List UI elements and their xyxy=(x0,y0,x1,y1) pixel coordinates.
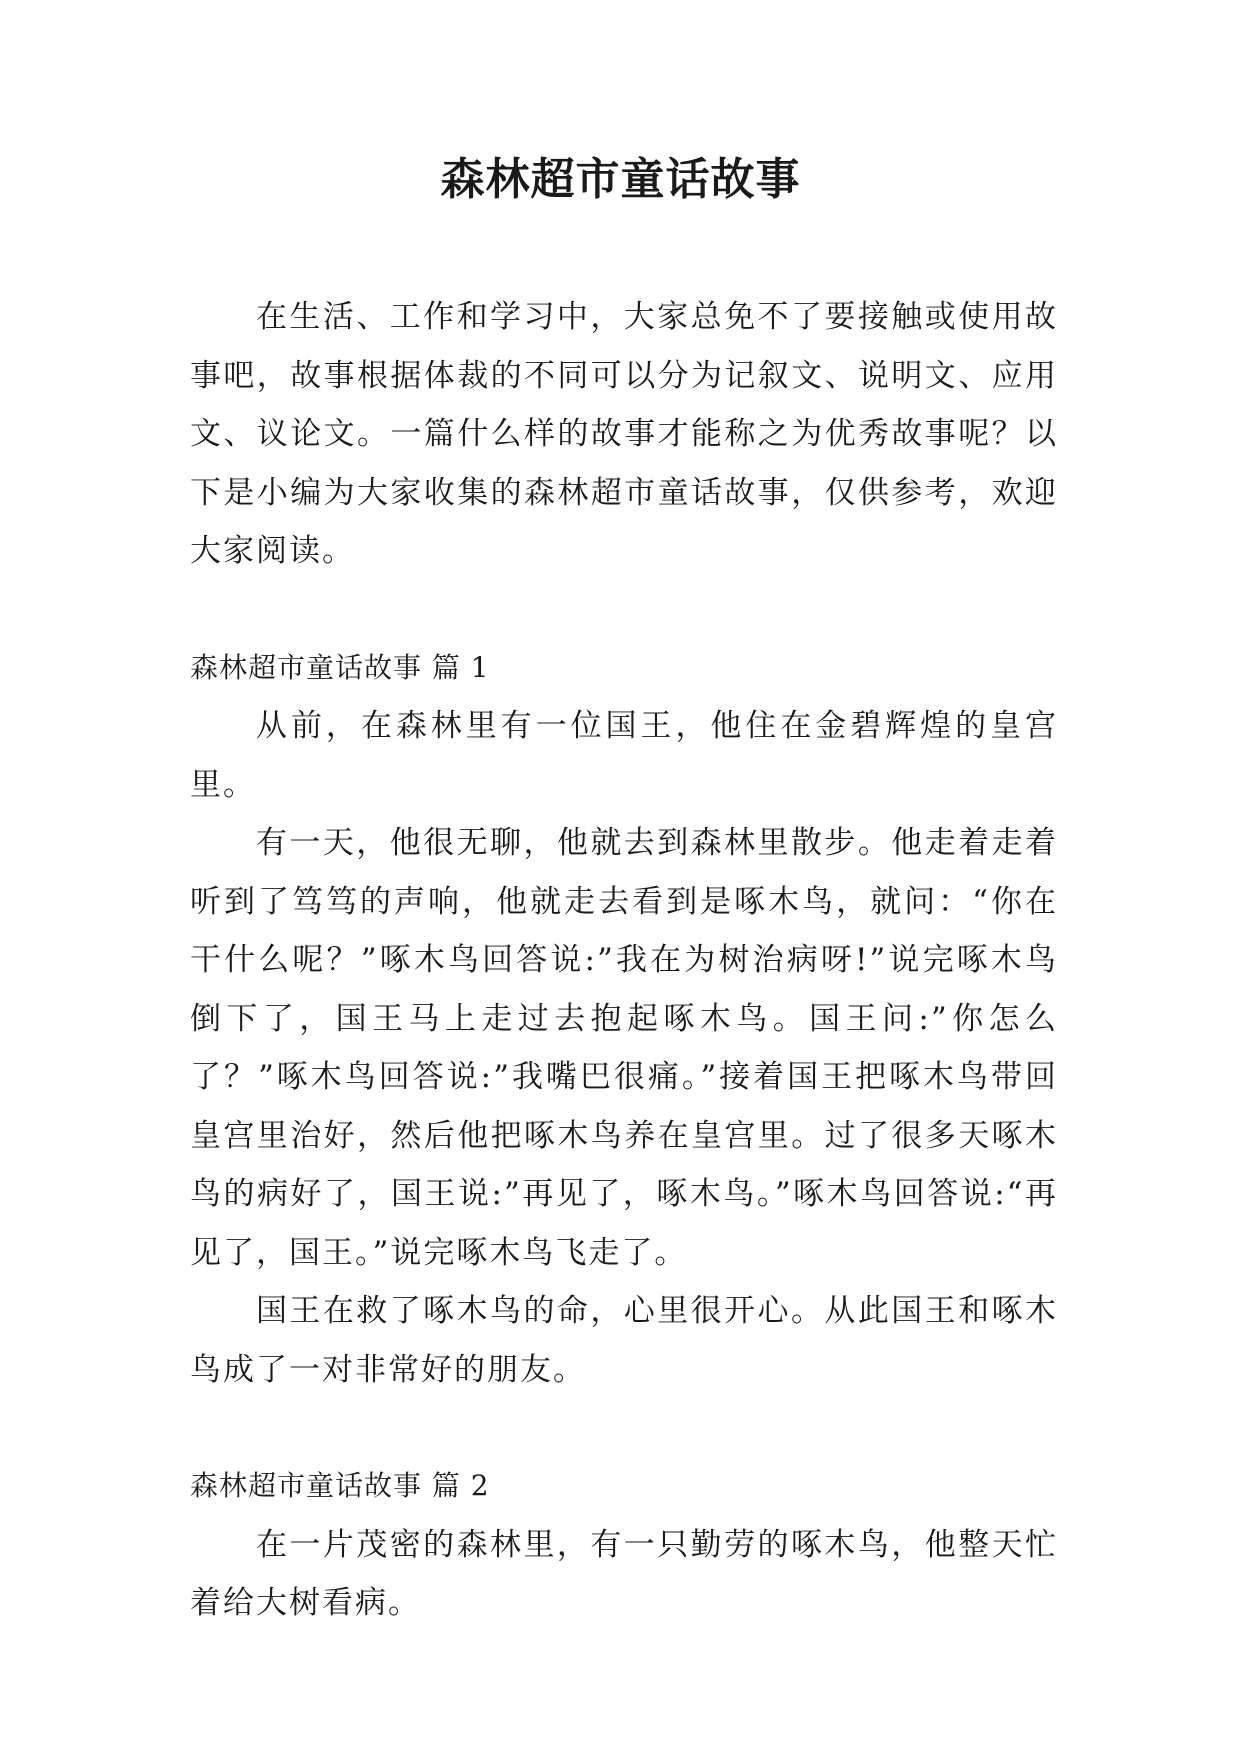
body-paragraph: 国王在救了啄木鸟的命，心里很开心。从此国王和啄木鸟成了一对非常好的朋友。 xyxy=(190,1293,1058,1388)
section-2 xyxy=(190,1457,1058,1633)
body-paragraph: 在一片茂密的森林里，有一只勤劳的啄木鸟，他整天忙着给大树看病。 xyxy=(190,1526,1058,1621)
body-paragraph: 从前，在森林里有一位国王，他住在金碧辉煌的皇宫里。 xyxy=(190,708,1058,803)
intro-paragraph: 在生活、工作和学习中，大家总免不了要接触或使用故事吧，故事根据体裁的不同可以分为记叙文、说明文、应用文、议论文。一篇什么样的故事才能称之为优秀故事呢？以下是小编为大家收集的森林超市童话故事，仅供参考，欢迎大家阅读。 xyxy=(190,299,1058,569)
document-body xyxy=(190,288,1058,1633)
body-paragraph: 有一天，他很无聊，他就去到森林里散步。他走着走着听到了笃笃的声响，他就走去看到是啄木鸟，就问：“你在干什么呢？”啄木鸟回答说:”我在为树治病呀!”说完啄木鸟倒下了，国王马上走过去抱起啄木鸟。国王问:”你怎么了？”啄木鸟回答说:”我嘴巴很痛。”接着国王把啄木鸟带回皇宫里治好，然后他把啄木鸟养在皇宫里。过了很多天啄木鸟的病好了，国王说:”再见了，啄木鸟。”啄木鸟回答说:“再见了，国王。”说完啄木鸟飞走了。 xyxy=(190,825,1058,1271)
document-title: 森林超市童话故事 xyxy=(440,154,801,205)
section-heading: 森林超市童话故事 篇 2 xyxy=(190,1469,490,1502)
section-heading: 森林超市童话故事 篇 1 xyxy=(190,650,490,684)
section-1 xyxy=(190,639,1058,1400)
